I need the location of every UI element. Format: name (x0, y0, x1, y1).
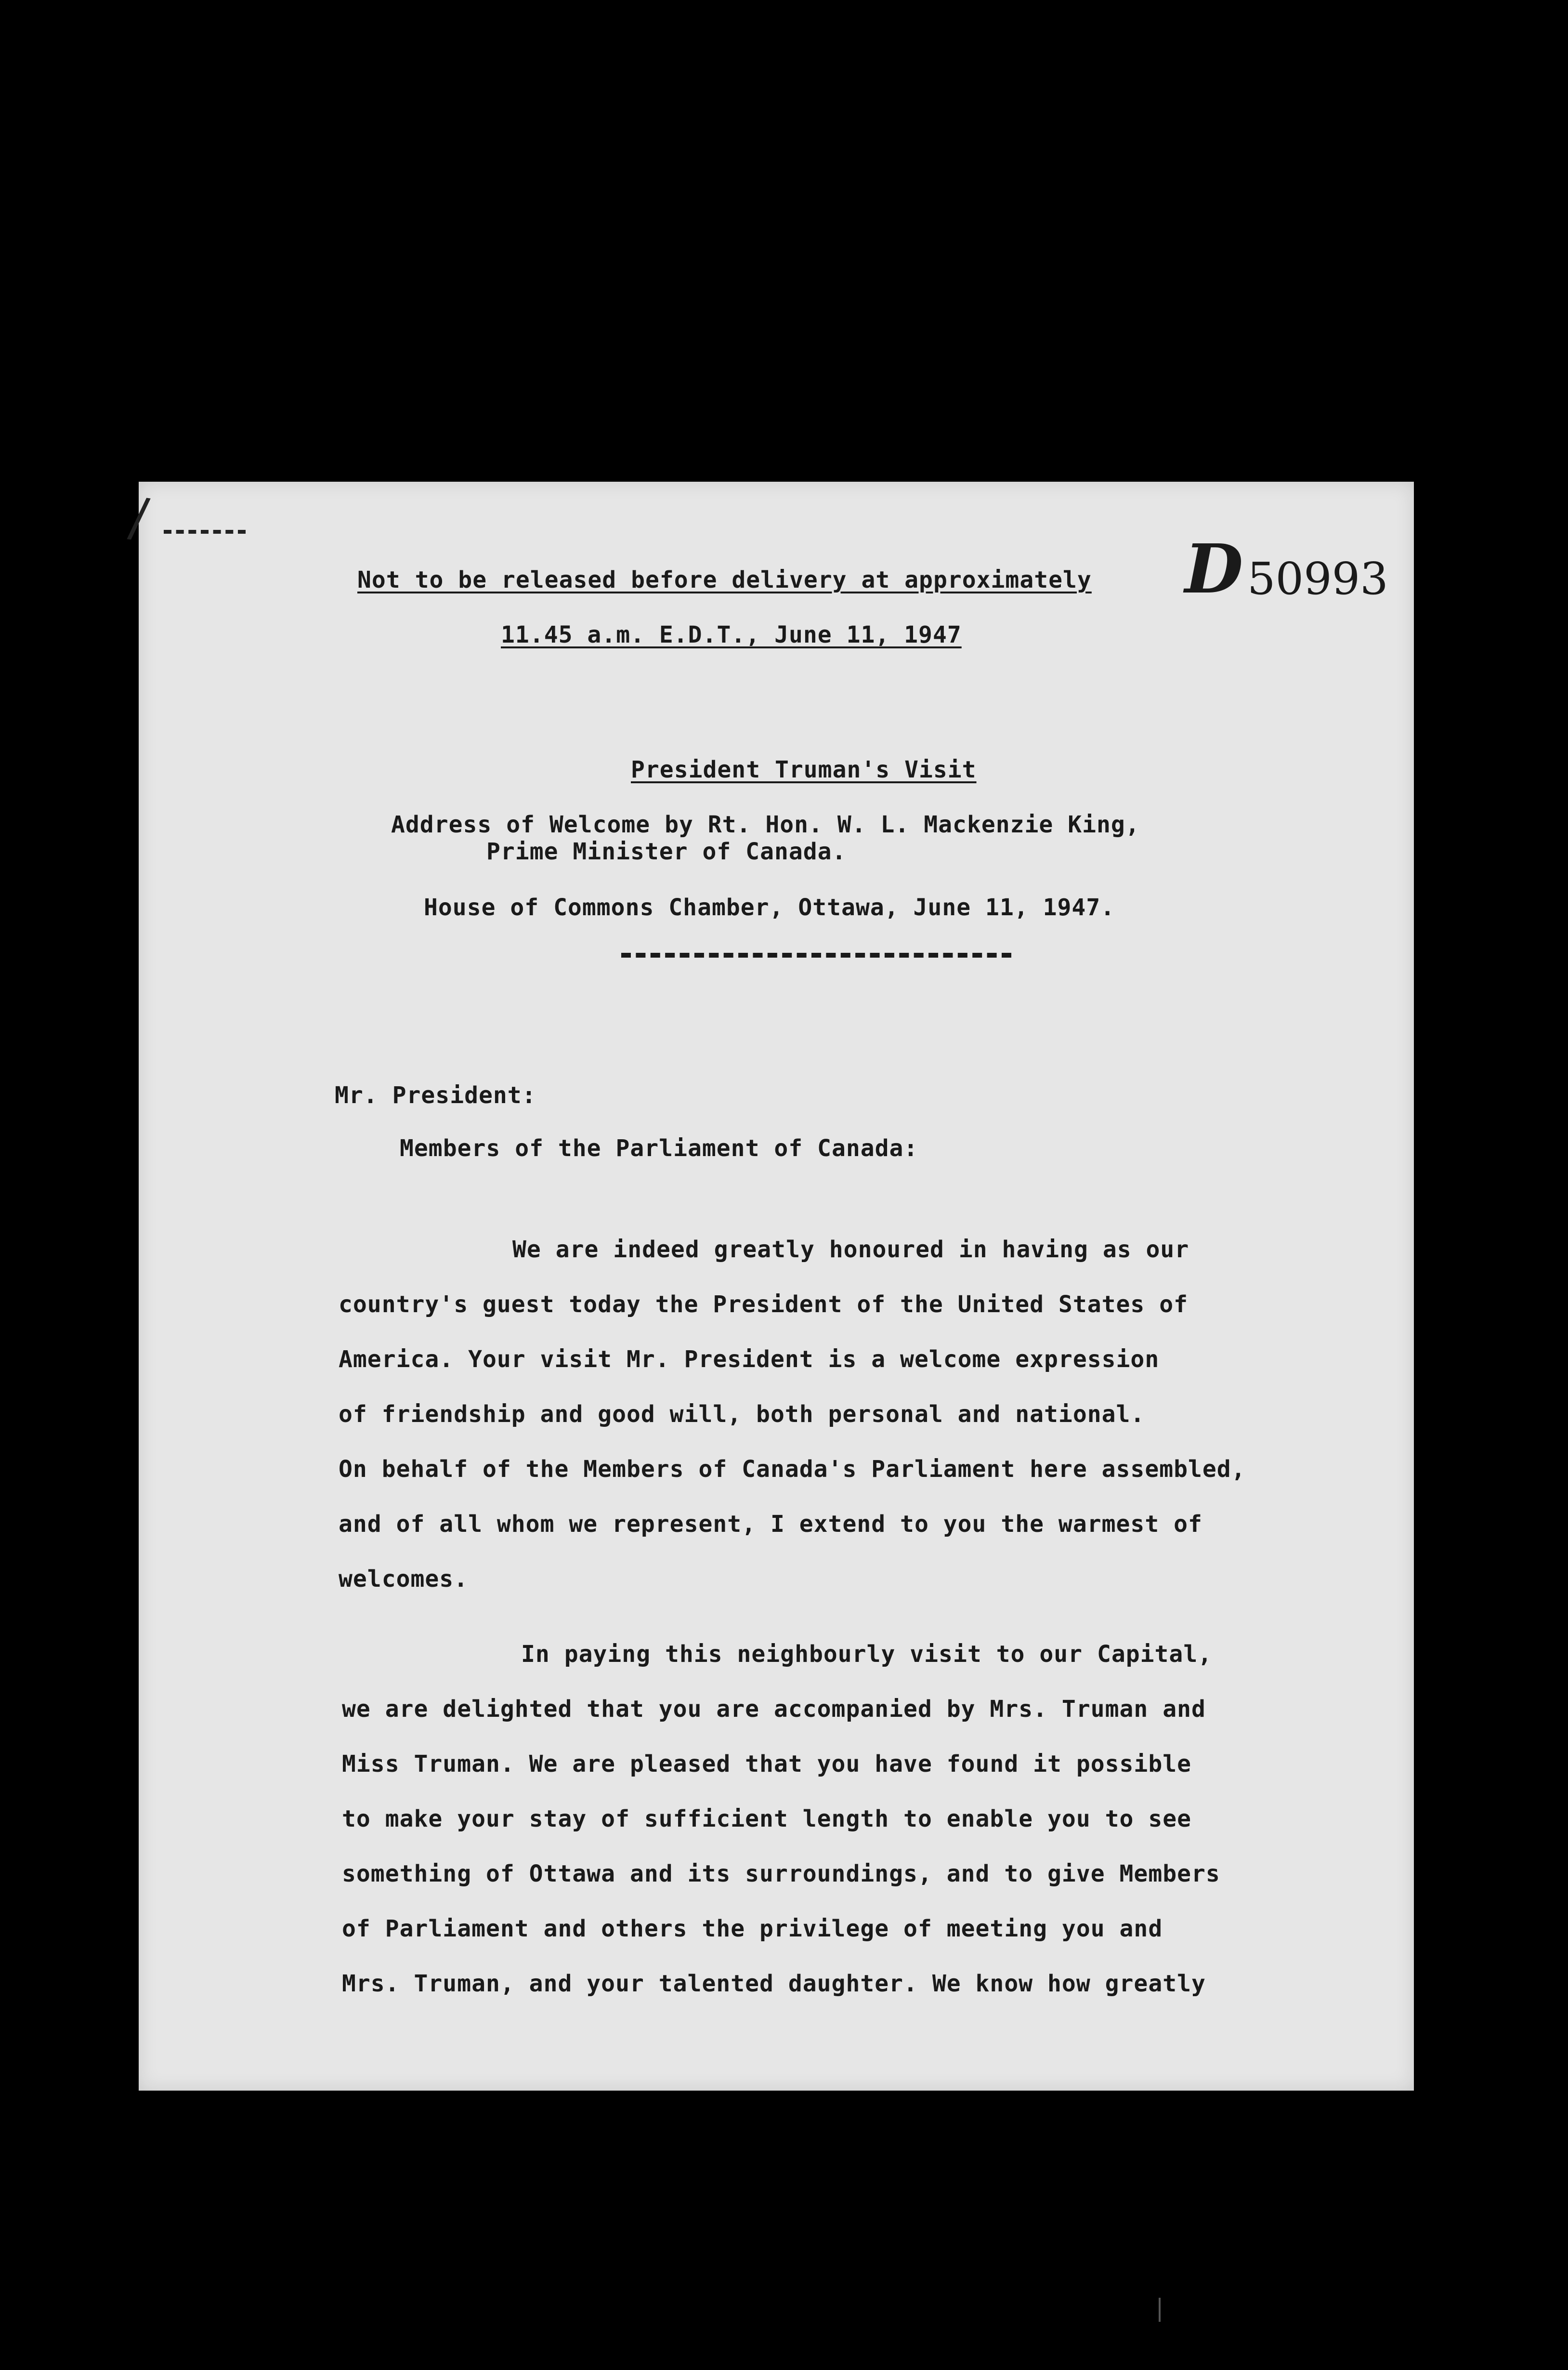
salutation-line-2: Members of the Parliament of Canada: (400, 1135, 918, 1162)
subtitle-line-1: Address of Welcome by Rt. Hon. W. L. Mackenzie King, (391, 811, 1140, 838)
embargo-line-2: 11.45 a.m. E.D.T., June 11, 1947 (501, 621, 962, 648)
body-line: welcomes. (339, 1566, 469, 1593)
film-tick-mark (1159, 2298, 1161, 2322)
divider-line (621, 953, 1011, 958)
corner-slash-mark: / (126, 486, 152, 549)
body-line: country's guest today the President of the United States of (339, 1291, 1189, 1318)
body-line: We are indeed greatly honoured in having as our (512, 1236, 1189, 1263)
salutation-line-1: Mr. President: (335, 1082, 536, 1109)
body-line: of friendship and good will, both personal and national. (339, 1401, 1145, 1428)
document-heading: President Truman's Visit (631, 756, 977, 783)
file-number: 50993 (1247, 553, 1388, 605)
body-line: Miss Truman. We are pleased that you have found it possible (342, 1751, 1192, 1778)
subtitle-line-2: Prime Minister of Canada. (486, 838, 847, 865)
body-line: of Parliament and others the privilege of meeting you and (342, 1915, 1163, 1942)
file-letter: D (1185, 530, 1243, 609)
body-line: In paying this neighbourly visit to our Capital, (521, 1641, 1213, 1668)
body-line: something of Ottawa and its surroundings, and to give Members (342, 1860, 1220, 1887)
body-line: America. Your visit Mr. President is a welcome expression (339, 1346, 1160, 1373)
body-line: Mrs. Truman, and your talented daughter. We know how greatly (342, 1970, 1206, 1997)
corner-dash-mark (164, 530, 246, 539)
body-line: to make your stay of sufficient length to enable you to see (342, 1805, 1192, 1832)
location-line: House of Commons Chamber, Ottawa, June 11, 1947. (424, 894, 1115, 921)
body-line: On behalf of the Members of Canada's Parliament here assembled, (339, 1456, 1246, 1483)
document-page (139, 482, 1414, 2091)
body-line: we are delighted that you are accompanied by Mrs. Truman and (342, 1696, 1206, 1723)
body-line: and of all whom we represent, I extend to you the warmest of (339, 1511, 1202, 1538)
embargo-line-1: Not to be released before delivery at approximately (357, 566, 1092, 593)
